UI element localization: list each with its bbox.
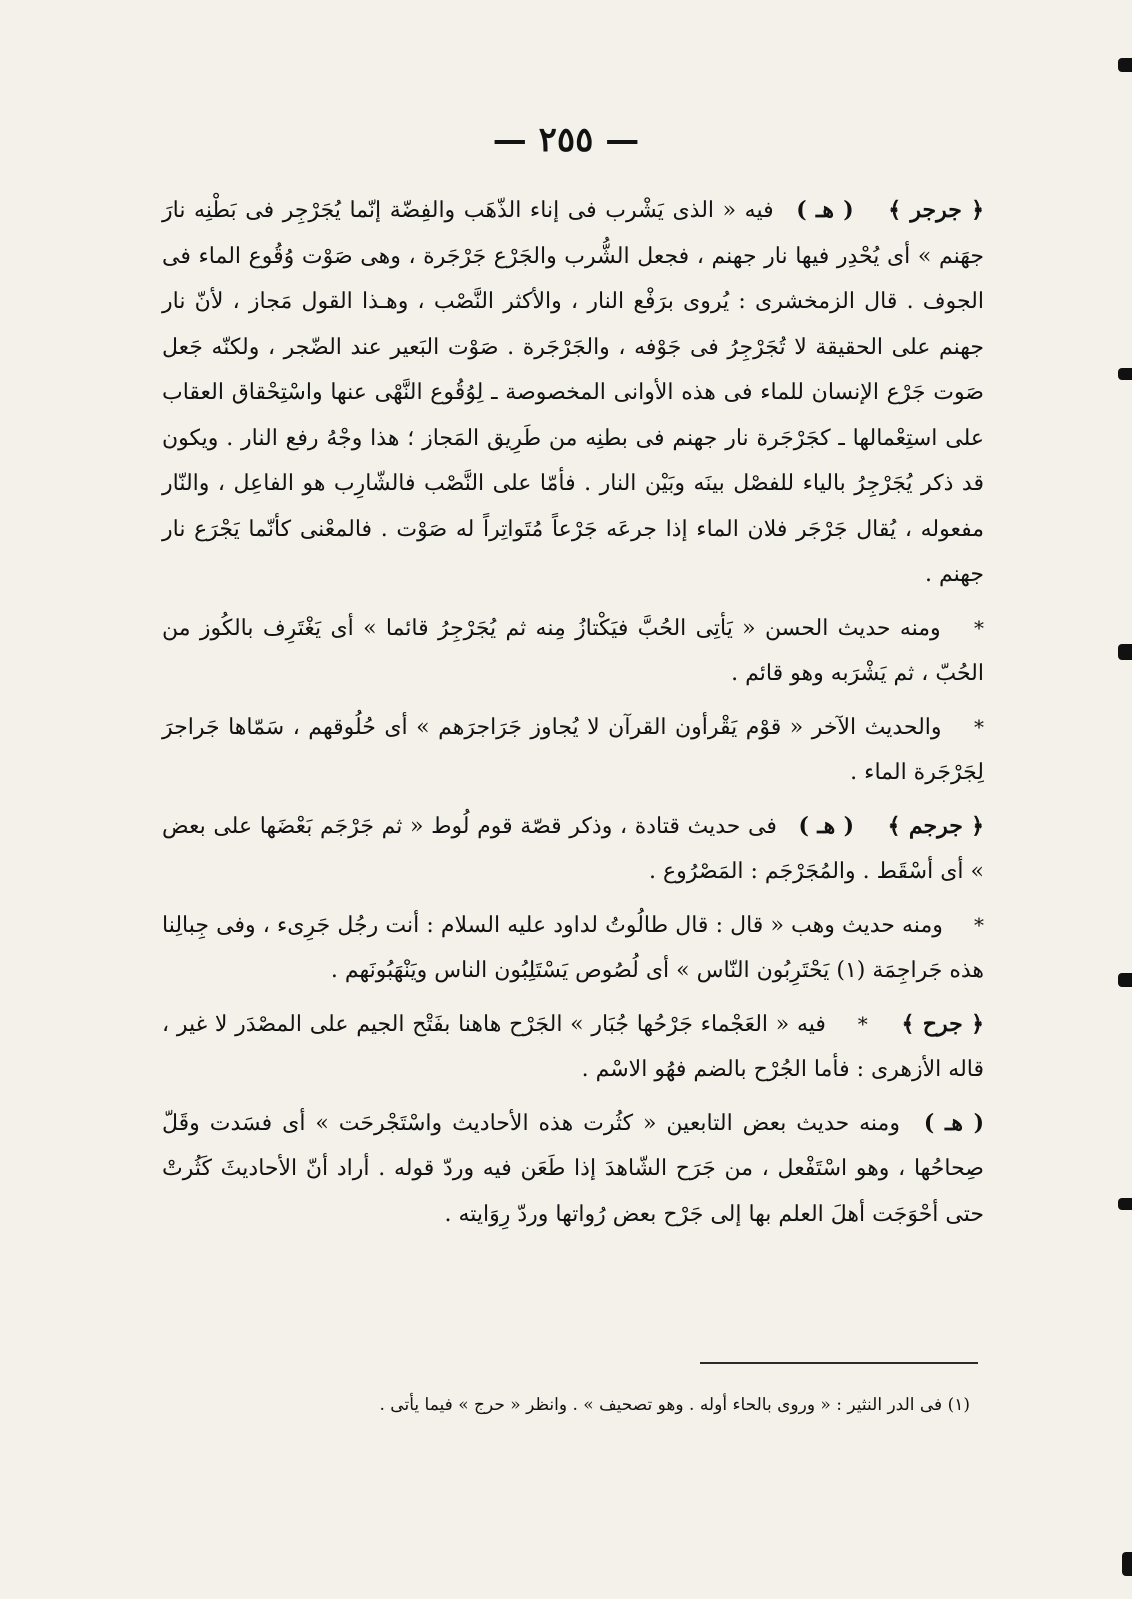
entry-jarjam	[162, 804, 984, 895]
entry-text: ومنه حديث وهب « قال : قال طالُوتُ لداود عليه السلام : أنت رجُل جَرِىء ، وفى جِبالِنا هذه جَراجِمَة (١) يَحْتَرِبُون النّاس » أى لُصُوص يَسْتَلِبُون الناس ويَنْهَبُونَهم .	[162, 912, 984, 983]
page-number: — ٢٥٥ —	[492, 120, 640, 160]
entry-jarjar-akhar	[162, 705, 984, 796]
scan-edge-mark	[1118, 58, 1132, 72]
source-marker: ( هـ )	[798, 812, 854, 839]
entry-text: فى حديث قتادة ، وذكر قصّة قوم لُوط « ثم جَرْجَم بَعْضَها على بعض » أى أسْقَط . والمُجَرْجَم : المَصْرُوع .	[162, 813, 984, 884]
entry-jarh-tabiin	[162, 1101, 984, 1238]
footnote-divider	[700, 1362, 978, 1364]
entry-text: فيه « العَجْماء جَرْحُها جُبَار » الجَرْح هاهنا بفَتْح الجيم على المصْدَر لا غير ، قاله الأزهرى : فأما الجُرْح بالضم فهُو الاسْم .	[162, 1011, 984, 1082]
entry-jarjam-wahb	[162, 903, 984, 994]
source-marker: ( هـ )	[796, 197, 854, 223]
entry-text: ومنه حديث بعض التابعين « كثُرت هذه الأحاديث واسْتَجْرحَت » أى فسَدت وقَلّ صِحاحُها ، وهو اسْتَفْعل ، من جَرَح الشّاهدَ إذا طَعَن فيه وردّ قوله . أراد أنّ الأحاديثَ كَثُرتْ حتى أحْوَجَت أهلَ العلم بها إلى جَرْح بعض رُواتها وردّ رِوَايته .	[162, 1110, 984, 1227]
entry-text: فيه « الذى يَشْرب فى إناء الذّهَب والفِضّة إنّما يُجَرْجِر فى بَطْنِه نارَ جهَنم » أى يُحْدِر فيها نار جهنم ، فجعل الشُّرب والجَرْع جَرْجَرة ، وهى صَوْت وُقُوع الماء فى الجوف . قال الزمخشرى : يُروى برَفْع النار ، والأكثر النَّصْب ، وهـذا القول مَجاز ، لأنّ نار جهنم على الحقيقة لا تُجَرْجِرُ فى جَوْفه ، والجَرْجَرة . صَوْت البَعير عند الضّجر ، ولكنّه جَعل صَوت جَرْع الإنسان للماء فى هذه الأوانى المخصوصة ـ لِوُقُوع النَّهْى عنها واسْتِحْقاق العقاب على استِعْمالها ـ كجَرْجَرة نار جهنم فى بطنِه من طَرِيق المَجاز ؛ هذا وجْهُ رفع النار . ويكون قد ذكر يُجَرْجِرُ بالياء للفصْل بينَه وبَيْن النار . فأمّا على النَّصْب فالشّارِب هو الفاعِل ، والنّار مفعوله ، يُقال جَرْجَر فلان الماء إذا جرعَه جَرْعاً مُتَواتِراً له صَوْت . فالمعْنى كأنّما يَجْرَع نار جهنم .	[162, 198, 984, 587]
main-text	[162, 188, 984, 1245]
entry-jarjar-hasan	[162, 606, 984, 697]
entry-heading: ﴿ جرجر ﴾	[888, 197, 985, 223]
entry-heading: ﴿ جرح ﴾	[901, 1010, 984, 1037]
source-marker: ( هـ )	[923, 1109, 985, 1136]
asterisk-marker: *	[857, 1011, 868, 1036]
asterisk-marker: *	[973, 615, 984, 640]
scan-edge-mark	[1118, 973, 1132, 987]
entry-heading: ﴿ جرجم ﴾	[887, 812, 984, 839]
entry-jarh	[162, 1002, 984, 1093]
entry-jarjar	[162, 188, 984, 598]
scan-edge-mark	[1118, 1198, 1132, 1210]
entry-text: والحديث الآخر « قوْم يَقْرأون القرآن لا يُجاوز جَرَاجرَهم » أى حُلُوقهم ، سَمّاها جَراجرَ لِجَرْجَرة الماء .	[162, 714, 984, 785]
scan-edge-mark	[1118, 644, 1132, 660]
asterisk-marker: *	[974, 912, 984, 937]
entry-text: ومنه حديث الحسن « يَأتِى الحُبَّ فيَكْتازُ مِنه ثم يُجَرْجِرُ قائما » أى يَغْتَرِف بالكُوز من الحُبّ ، ثم يَشْرَبه وهو قائم .	[162, 615, 984, 686]
scan-edge-mark	[1122, 1552, 1132, 1576]
footnote: (١) فى الدر النثير : « وروى بالحاء أوله . وهو تصحيف » . وانظر « حرج » فيما يأتى .	[379, 1395, 970, 1415]
scan-edge-mark	[1118, 368, 1132, 380]
asterisk-marker: *	[974, 714, 984, 739]
